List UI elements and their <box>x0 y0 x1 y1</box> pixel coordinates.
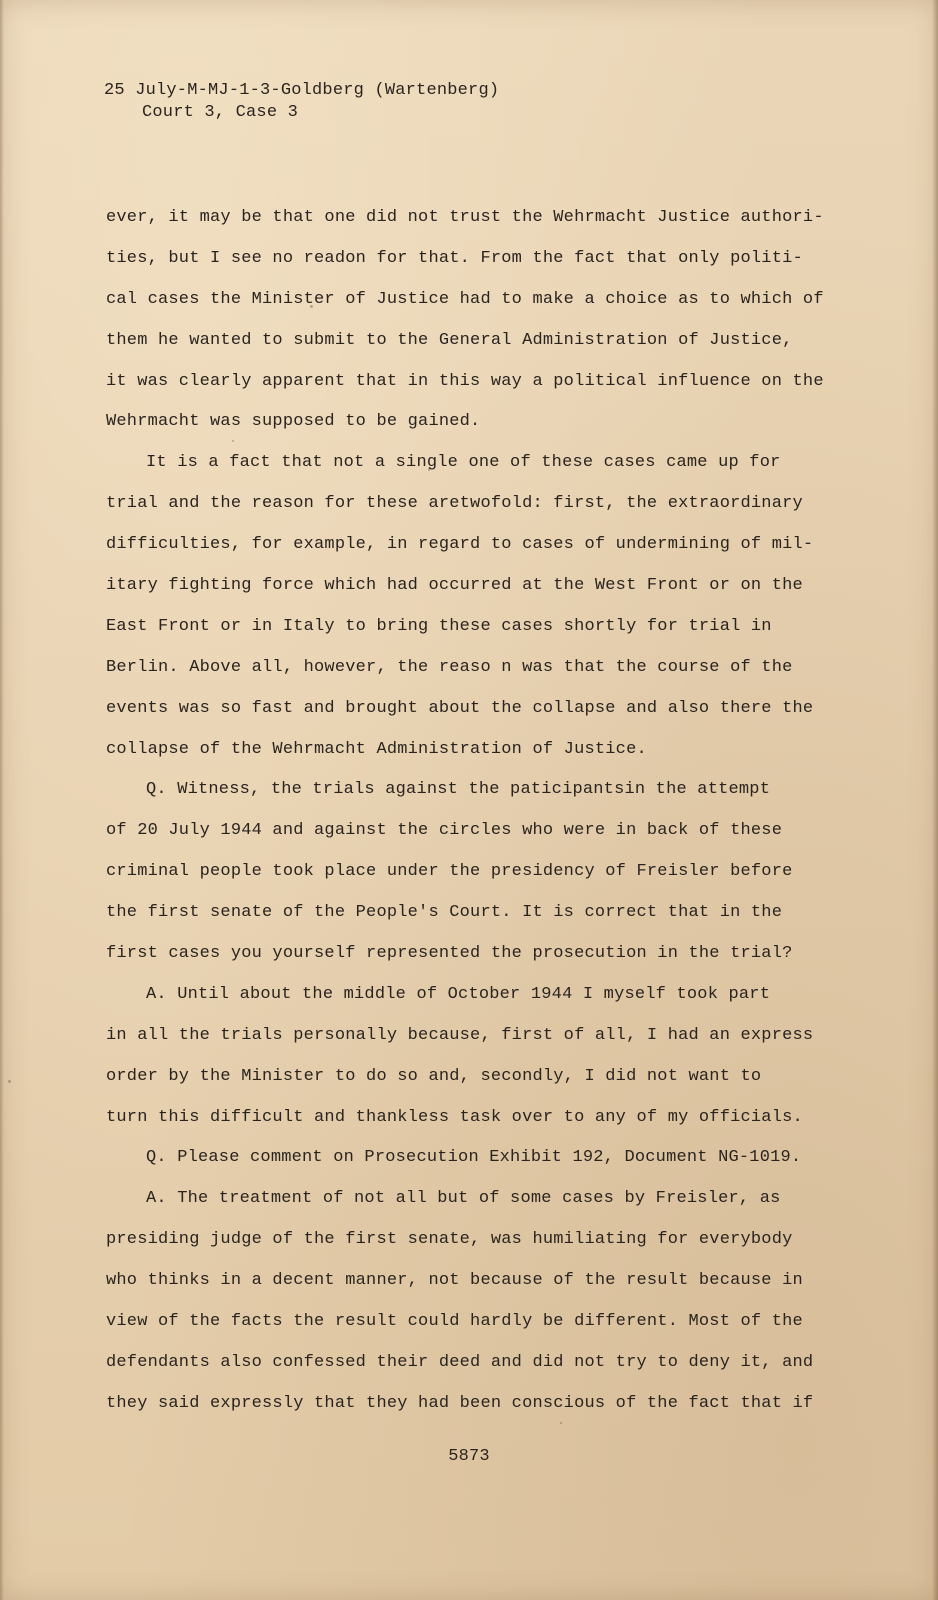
transcript-line: it was clearly apparent that in this way a political influence on the <box>106 371 824 391</box>
transcript-line: difficulties, for example, in regard to cases of undermining of mil- <box>106 535 814 555</box>
transcript-line: ties, but I see no readon for that. From the fact that only politi- <box>106 248 803 268</box>
transcript-line: order by the Minister to do so and, secondly, I did not want to <box>106 1066 762 1086</box>
transcript-line: presiding judge of the first senate, was humiliating for everybody <box>106 1230 793 1250</box>
transcript-line: Wehrmacht was supposed to be gained. <box>106 412 481 432</box>
paper-speck <box>310 305 313 308</box>
paper-speck <box>232 440 234 442</box>
transcript-line: first cases you yourself represented the prosecution in the trial? <box>106 944 793 964</box>
transcript-line: the first senate of the People's Court. It is correct that in the <box>106 903 783 923</box>
transcript-line: itary fighting force which had occurred at the West Front or on the <box>106 576 803 596</box>
page-right-edge-shadow <box>932 0 938 1600</box>
transcript-line: cal cases the Minister of Justice had to make a choice as to which of <box>106 289 824 309</box>
transcript-line: East Front or in Italy to bring these cases shortly for trial in <box>106 616 772 636</box>
transcript-line: A. Until about the middle of October 1944 I myself took part <box>146 984 771 1004</box>
header-case-reference: 25 July-M-MJ-1-3-Goldberg (Wartenberg) <box>104 81 500 100</box>
transcript-line: criminal people took place under the presidency of Freisler before <box>106 862 793 882</box>
transcript-line: view of the facts the result could hardly be different. Most of the <box>106 1312 803 1332</box>
transcript-line: collapse of the Wehrmacht Administration of Justice. <box>106 739 647 759</box>
document-header <box>104 80 499 124</box>
page-number: 5873 <box>448 1447 490 1466</box>
paper-speck <box>428 468 430 471</box>
transcript-line: A. The treatment of not all but of some cases by Freisler, as <box>146 1189 781 1209</box>
transcript-line: trial and the reason for these aretwofold: first, the extraordinary <box>106 494 803 514</box>
paper-speck <box>560 1422 562 1424</box>
transcript-line: they said expressly that they had been conscious of the fact that if <box>106 1393 814 1413</box>
transcript-line: defendants also confessed their deed and did not try to deny it, and <box>106 1352 814 1372</box>
header-court-case: Court 3, Case 3 <box>142 103 299 122</box>
page-left-edge-shadow <box>0 0 4 1600</box>
transcript-line: Berlin. Above all, however, the reaso n was that the course of the <box>106 657 793 677</box>
transcript-line: events was so fast and brought about the collapse and also there the <box>106 698 814 718</box>
transcript-line: It is a fact that not a single one of these cases came up for <box>146 453 781 473</box>
transcript-body <box>106 198 824 1425</box>
paper-speck <box>8 1080 11 1083</box>
transcript-line: Q. Witness, the trials against the paticipantsin the attempt <box>146 780 771 800</box>
transcript-line: in all the trials personally because, first of all, I had an express <box>106 1025 814 1045</box>
transcript-line: ever, it may be that one did not trust the Wehrmacht Justice authori- <box>106 208 824 227</box>
transcript-line: Q. Please comment on Prosecution Exhibit 192, Document NG-1019. <box>146 1148 802 1168</box>
transcript-line: of 20 July 1944 and against the circles who were in back of these <box>106 821 783 841</box>
transcript-line: them he wanted to submit to the General Administration of Justice, <box>106 330 793 350</box>
transcript-line: turn this difficult and thankless task over to any of my officials. <box>106 1107 803 1127</box>
transcript-line: who thinks in a decent manner, not because of the result because in <box>106 1271 803 1291</box>
